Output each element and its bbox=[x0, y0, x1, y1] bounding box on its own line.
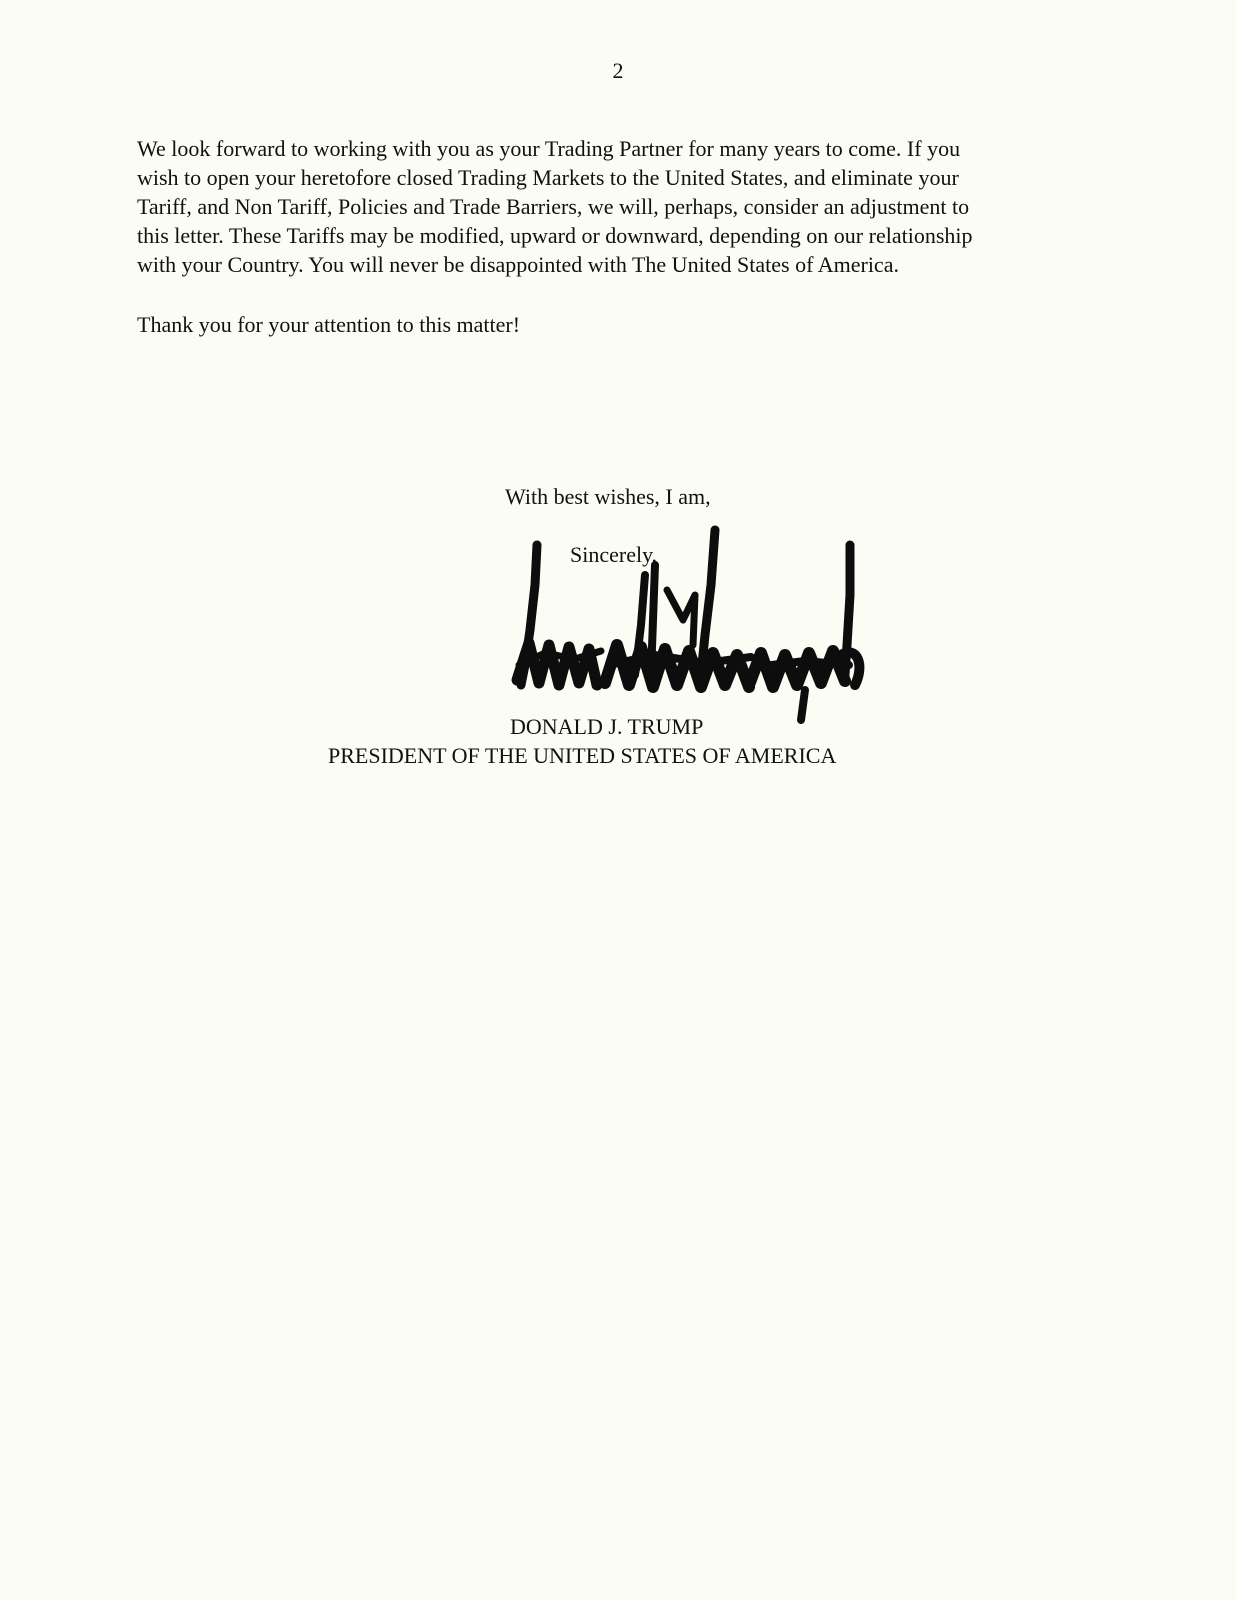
page-number: 2 bbox=[612, 58, 624, 83]
paragraph-line: wish to open your heretofore closed Trading Markets to the United States, and eliminate your bbox=[137, 165, 959, 190]
handwritten-signature-icon bbox=[505, 525, 890, 735]
signer-title: PRESIDENT OF THE UNITED STATES OF AMERICA bbox=[328, 743, 837, 768]
paragraph-line: Thank you for your attention to this matter! bbox=[137, 312, 521, 337]
paragraph-line: with your Country. You will never be disappointed with The United States of America. bbox=[137, 252, 899, 277]
paragraph-line: this letter. These Tariffs may be modified, upward or downward, depending on our relationship bbox=[137, 223, 973, 248]
body-paragraph-2 bbox=[137, 310, 1097, 339]
paragraph-line: Tariff, and Non Tariff, Policies and Trade Barriers, we will, perhaps, consider an adjustment to bbox=[137, 194, 970, 219]
signer-name: DONALD J. TRUMP bbox=[510, 714, 704, 739]
paragraph-line: We look forward to working with you as your Trading Partner for many years to come. If you bbox=[137, 136, 961, 161]
body-paragraph-1 bbox=[137, 134, 1097, 279]
valediction: Sincerely, bbox=[570, 542, 658, 567]
closing-line: With best wishes, I am, bbox=[505, 484, 711, 509]
